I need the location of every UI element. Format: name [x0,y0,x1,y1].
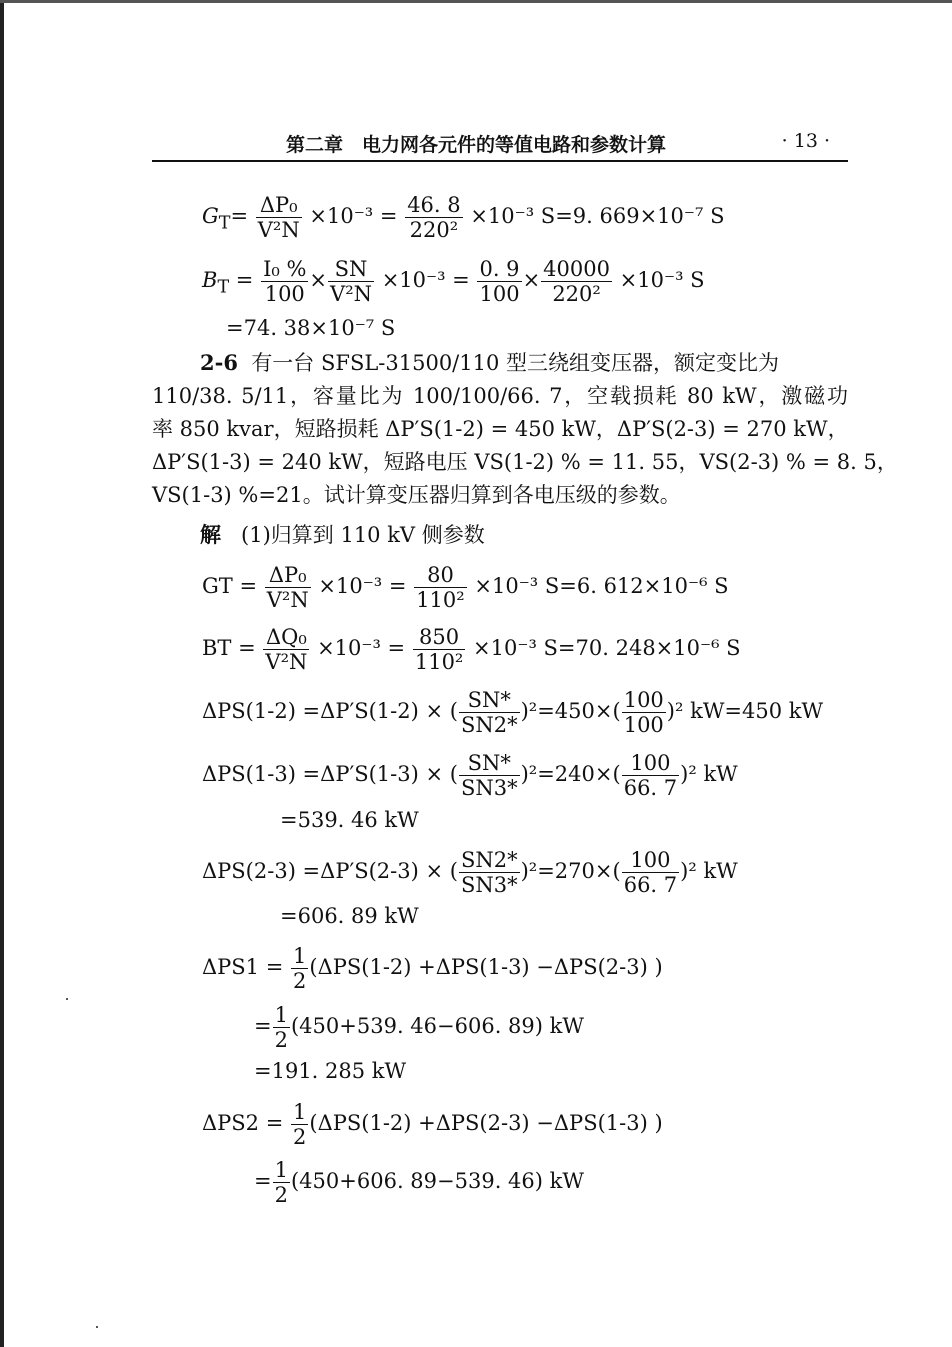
eq-expr: (ΔPS(1-2) +ΔPS(2-3) −ΔPS(1-3) ) [309,1111,663,1136]
numerator: 1 [274,1003,288,1027]
fraction [477,257,521,306]
equation-ps23-cont: =606. 89 kW [280,904,419,928]
numerator: 1 [293,944,307,968]
fraction [459,751,520,800]
equation-ps23: ΔPS(2-3) =ΔP′S(2-3) × ( $\frac{SN2*}{SN3*}$ )²=270×( $\frac{100}{66. 7}$ )² kW [202,848,738,898]
numerator: SN2* [460,848,518,872]
numerator: I₀ % [263,257,307,281]
equation-ps1-line2 [254,1003,584,1052]
problem-line [152,346,848,380]
equation-ps12: ΔPS(1-2) =ΔP′S(1-2) × ( $\frac{SN*}{SN2*}$ )²=450×( $\frac{100}{100}$ )² kW=450 kW [202,688,824,738]
numerator: SN [328,257,374,282]
numerator: 0. 9 [477,257,521,282]
fraction [328,257,374,306]
equation-ps13: ΔPS(1-3) =ΔP′S(1-3) × ( $\frac{SN*}{SN3*}$ )²=240×( $\frac{100}{66. 7}$ )² kW [202,751,738,801]
page-number: · 13 · [781,130,830,152]
numerator: 100 [622,751,679,776]
denominator: 220² [552,282,601,307]
denominator: V²N [330,282,372,307]
fraction [273,1158,290,1207]
denominator: SN3* [460,776,518,801]
fraction [273,1003,290,1052]
eq-equals: = [254,1014,272,1039]
solution-label: 解 [200,522,221,547]
page-binding-edge [0,0,4,1347]
denominator: 2 [274,1028,288,1053]
eq-expr: (450+539. 46−606. 89) kW [290,1014,584,1039]
eq-lhs: GT = [202,574,258,599]
numerator: 100 [623,688,664,712]
fraction [622,688,666,737]
denominator: 110² [414,650,464,675]
eq-rhs: ×10⁻³ S [619,268,705,293]
numerator: SN* [459,751,520,776]
fraction [622,848,679,897]
problem-statement [152,346,898,512]
numerator: 850 [413,625,466,650]
fraction [261,257,308,306]
eq-rhs: ² kW [688,859,738,884]
denominator: 2 [274,1183,288,1208]
equation-ps2 [202,1100,663,1149]
denominator: 66. 7 [623,873,678,898]
problem-number: 2-6 [200,350,238,375]
problem-line: VS(1-3) %=21。试计算变压器归算到各电压级的参数。 [152,483,681,507]
eq-mid: ²=240× [528,762,613,787]
numerator: 46. 8 [407,193,461,217]
solution-step: (1)归算到 110 kV 侧参数 [241,523,485,547]
fraction [413,625,466,674]
fraction [263,625,309,674]
denominator: 100 [479,282,520,307]
scan-speck [66,998,68,1000]
equation-ps1 [202,944,663,993]
numerator: ΔP₀ [265,563,311,588]
denominator: V²N [265,650,308,675]
eq-lhs: ΔPS1 = [202,955,284,980]
page-top-edge [0,0,952,3]
eq-lhs: BT = [202,636,256,661]
numerator: ΔQ₀ [263,625,309,650]
fraction [414,563,467,612]
denominator: SN2* [460,713,518,738]
fraction [256,193,302,242]
problem-line: 110/38. 5/11，容量比为 100/100/66. 7，空载损耗 80 kW，激磁功 [152,384,848,408]
eq-rhs: ×10⁻³ S=6. 612×10⁻⁶ S [474,574,729,599]
eq-mid: ×10⁻³ = [318,574,407,599]
fraction [265,563,311,612]
eq-mid: ×10⁻³ = [309,204,398,229]
problem-line: 率 850 kvar，短路损耗 ΔP′S(1-2) = 450 kW，ΔP′S(2-3) = 270 kW， [152,417,849,441]
eq-expr: (450+606. 89−539. 46) kW [290,1169,584,1194]
denominator: 110² [416,588,465,613]
numerator: 100 [622,848,679,873]
fraction [405,193,462,242]
eq-lhs: G [202,204,219,229]
equation-ps13-cont: =539. 46 kW [280,808,419,832]
denominator: V²N [266,588,309,613]
equation-bt [202,625,741,674]
equation-bt-prev-cont: =74. 38×10⁻⁷ S [226,316,396,340]
fraction [541,257,612,306]
eq-mid: ²=450× [528,699,613,724]
eq-expr: (ΔPS(1-2) +ΔPS(1-3) −ΔPS(2-3) ) [309,955,663,980]
eq-equals: = [254,1169,272,1194]
numerator: ΔP₀ [256,193,302,218]
solution-header [200,524,485,546]
numerator: 1 [293,1100,307,1124]
running-header [152,126,848,162]
problem-text: 有一台 SFSL-31500/110 型三绕组变压器，额定变比为 [251,351,780,375]
problem-line: ΔP′S(1-3) = 240 kW，短路电压 VS(1-2) % = 11. 55，VS(2-3) % = 8. 5， [152,450,898,474]
denominator: 2 [293,1125,307,1150]
fraction [291,944,308,993]
eq-lhs: ΔPS(2-3) =ΔP′S(2-3) × [202,859,444,884]
eq-lhs-sub: T [217,277,230,298]
eq-mid: ²=270× [528,859,613,884]
numerator: 40000 [543,257,610,281]
fraction [459,848,520,897]
eq-mid: ×10⁻³ = [381,268,470,293]
eq-lhs: ΔPS(1-2) =ΔP′S(1-2) × [202,699,444,724]
equation-gt-prev: $G_T=$ $\frac{\text{ΔP₀}}{\text{V²N}}$ ×10⁻³ = $\frac{46. 8}{\text{220²}}$ ×10⁻³ S=9. 669×10⁻⁷ S [202,193,725,243]
denominator: 100 [623,713,664,738]
numerator: 1 [274,1158,288,1182]
denominator: SN3* [460,873,518,898]
eq-rhs: ×10⁻³ S=9. 669×10⁻⁷ S [470,204,725,229]
eq-lhs: ΔPS(1-3) =ΔP′S(1-3) × [202,762,444,787]
eq-rhs: ² kW [688,762,738,787]
fraction [622,751,679,800]
eq-rhs: ×10⁻³ S=70. 248×10⁻⁶ S [473,636,741,661]
denominator: 220² [409,218,459,243]
denominator: 66. 7 [623,776,678,801]
equation-ps1-line3: =191. 285 kW [254,1059,407,1083]
numerator: SN* [459,688,520,713]
denominator: 100 [264,282,305,307]
eq-mid: ×10⁻³ = [317,636,406,661]
eq-lhs: ΔPS2 = [202,1111,284,1136]
denominator: 2 [293,969,307,994]
equation-gt [202,563,729,612]
denominator: V²N [257,218,300,243]
fraction [291,1100,308,1149]
eq-lhs: B [202,268,218,293]
equation-bt-prev: $B_T$ = $\frac{\text{I₀ \%}}{100}$ × $\frac{SN}{\text{V²N}}$ ×10⁻³ = $\frac{0. 9}{100}$ × $\frac{40000}{\text{220²}}$ ×10⁻³ S [202,257,705,307]
equation-ps2-line2 [254,1158,584,1207]
chapter-title: 第二章 电力网各元件的等值电路和参数计算 [286,134,667,156]
fraction [459,688,520,737]
eq-lhs-sub: T [218,213,231,234]
eq-rhs: ² kW=450 kW [675,699,824,724]
scan-speck [96,1326,98,1328]
numerator: 80 [414,563,467,588]
